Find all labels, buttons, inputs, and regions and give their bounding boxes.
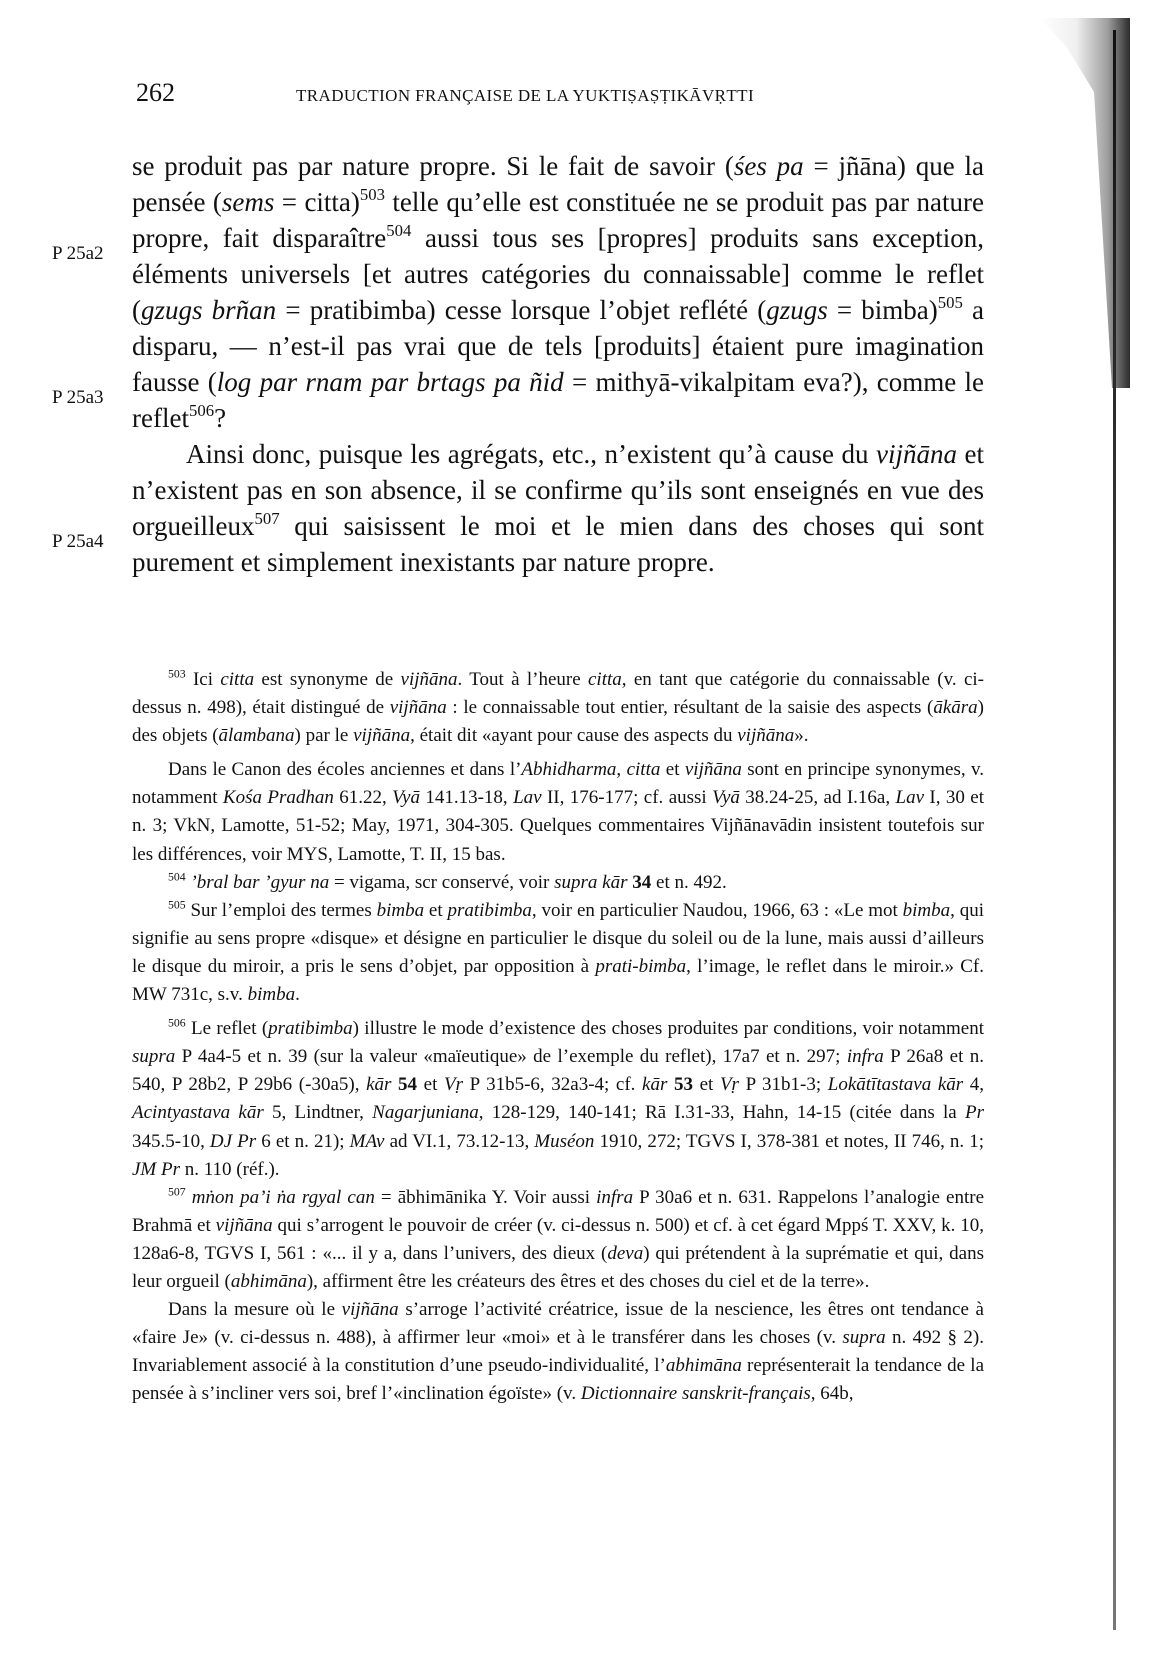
footnote-503: $^{503}$ Ici citta est synonyme de vijñāna. Tout à l’heure citta, en tant que catégorie du connaissable (v. ci-dessus n. 498), était distingué de vijñāna : le connaissable tout entier, résultant de la saisie des aspects (ākāra) des objets (ālambana) par le vijñāna, était dit «ayant pour cause des aspects du vijñāna». — [132, 667, 984, 747]
running-title: TRADUCTION FRANÇAISE DE LA YUKTIṢAṢṬIKĀVṚTTI — [296, 86, 755, 105]
footnote-503-cont: Dans le Canon des écoles anciennes et dans l’Abhidharma, citta et vijñāna sont en principe synonymes, v. notamment Kośa Pradhan 61.22, Vyā 141.13-18, Lav II, 176-177; cf. aussi Vyā 38.24-25, ad I.16a, Lav I, 30 et n. 3; VkN, Lamotte, 51-52; May, 1971, 304-305. Quelques commentaires Vijñānavādin insistent toutefois sur les différences, voir MYS, Lamotte, T. II, 15 bas. — [132, 759, 984, 865]
page-number: 262 — [136, 78, 175, 107]
page-edge-shadow — [1040, 18, 1130, 388]
main-text — [132, 148, 984, 580]
page-edge-line — [1113, 30, 1116, 1630]
footnote-507: $^{507}$ mṅon pa’i ṅa rgyal can = ābhimānika Y. Voir aussi infra P 30a6 et n. 631. Rappelons l’analogie entre Brahmā et vijñāna qui s’arrogent le pouvoir de créer (v. ci-dessus n. 500) et cf. à cet égard Mppś T. XXV, k. 10, 128a6-8, TGVS I, 561 : «... il y a, dans l’univers, des dieux (deva) qui prétendent à la suprématie et qui, dans leur orgueil (abhimāna), affirment être les créateurs des êtres et des choses du ciel et de la terre». — [132, 1185, 985, 1292]
running-head — [136, 78, 970, 118]
margin-ref-p25a4: P 25a4 — [52, 531, 104, 552]
margin-ref-p25a3: P 25a3 — [52, 387, 104, 408]
footnote-507-cont: Dans la mesure où le vijñāna s’arroge l’activité créatrice, issue de la nescience, les êtres ont tendance à «faire Je» (v. ci-dessus n. 488), à affirmer leur «moi» et à le transférer dans les choses (v. supra n. 492 § 2). Invariablement associé à la constitution d’une pseudo-individualité, l’abhimāna représenterait la tendance de la pensée à s’incliner vers soi, bref l’«inclination égoïste» (v. Dictionnaire sanskrit-français, 64b, — [132, 1299, 985, 1405]
margin-ref-p25a2: P 25a2 — [52, 243, 104, 264]
footnotes — [132, 666, 984, 1408]
footnote-506: $^{506}$ Le reflet (pratibimba) illustre le mode d’existence des choses produites par conditions, voir notamment supra P 4a4-5 et n. 39 (sur la valeur «maïeutique» de l’exemple du reflet), 17a7 et n. 297; infra P 26a8 et n. 540, P 28b2, P 29b6 (-30a5), kār 54 et Vṛ P 31b5-6, 32a3-4; cf. kār 53 et Vṛ P 31b1-3; Lokātītastava kār 4, Acintyastava kār 5, Lindtner, Nagarjuniana, 128-129, 140-141; Rā I.31-33, Hahn, 14-15 (citée dans la Pr 345.5-10, DJ Pr 6 et n. 21); MAv ad VI.1, 73.12-13, Muséon 1910, 272; TGVS I, 378-381 et notes, II 746, n. 1; JM Pr n. 110 (réf.). — [132, 1016, 985, 1180]
paragraph-2: Ainsi donc, puisque les agrégats, etc., n’existent qu’à cause du vijñāna et n’existent pas en son absence, il se confirme qu’ils sont enseignés en vue des orgueilleux$^{507}$ qui saisissent le moi et le mien dans des choses qui sont purement et simplement inexistants par nature propre. — [132, 439, 984, 577]
paragraph-1: se produit pas par nature propre. Si le fait de savoir (śes pa = jñāna) que la pensée (sems = citta)$^{503}$ telle qu’elle est constituée ne se produit pas par nature propre, fait disparaître$^{504}$ aussi tous ses [propres] produits sans exception, éléments universels [et autres catégories du connaissable] comme le reflet (gzugs brñan = pratibimba) cesse lorsque l’objet reflété (gzugs = bimba)$^{505}$ a disparu, — n’est-il pas vrai que de tels [produits] étaient pure imagination fausse (log par rnam par brtags pa ñid = mithyā-vikalpitam eva?), comme le reflet$^{506}$? — [132, 151, 985, 433]
footnote-505: $^{505}$ Sur l’emploi des termes bimba et pratibimba, voir en particulier Naudou, 1966, 63 : «Le mot bimba, qui signifie au sens propre «disque» et désigne en particulier le disque du soleil ou de la lune, mais aussi d’ailleurs le disque du miroir, a pris le sens d’objet, par opposition à prati-bimba, l’image, le reflet dans le miroir.» Cf. MW 731c, s.v. bimba. — [132, 898, 985, 1006]
footnote-504: $^{504}$ ’bral bar ’gyur na = vigama, scr conservé, voir supra kār 34 et n. 492. — [168, 870, 727, 893]
